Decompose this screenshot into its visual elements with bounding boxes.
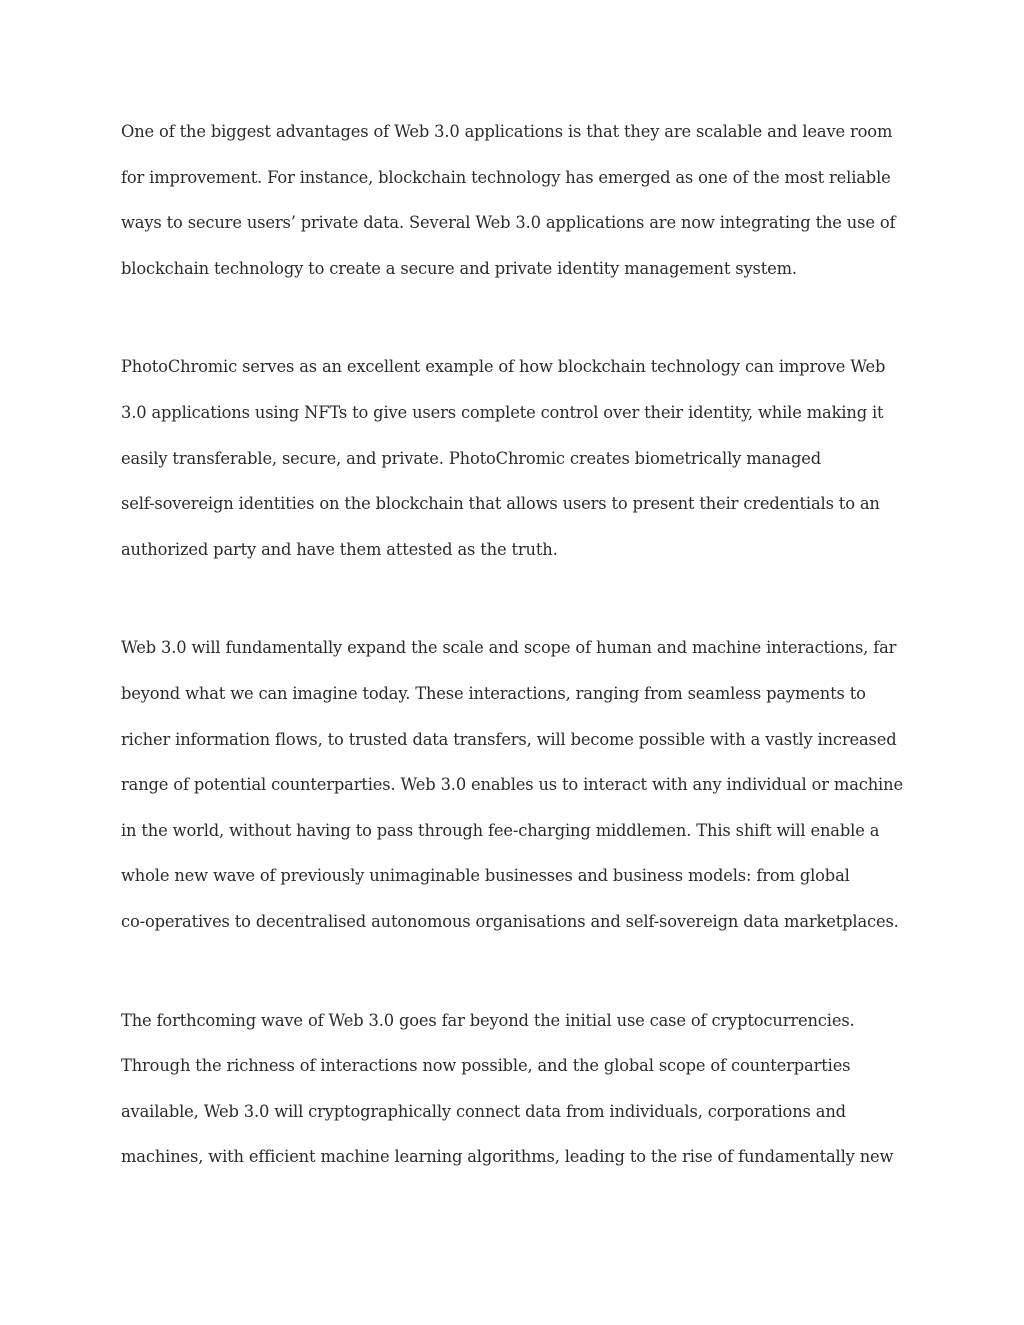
paragraph-web3-advantages bbox=[121, 112, 921, 294]
paragraph-line: co-operatives to decentralised autonomous organisations and self-sovereign data marketplaces. bbox=[121, 911, 899, 931]
paragraph-line: self-sovereign identities on the blockchain that allows users to present their credentials to an bbox=[121, 494, 880, 514]
paragraph-line: authorized party and have them attested as the truth. bbox=[121, 539, 558, 559]
paragraph-line: 3.0 applications using NFTs to give users complete control over their identity, while making it bbox=[121, 402, 884, 422]
paragraph-interactions bbox=[121, 628, 921, 947]
paragraph-spacer bbox=[121, 948, 921, 1001]
paragraph-line: available, Web 3.0 will cryptographically connect data from individuals, corporations and bbox=[121, 1101, 846, 1121]
paragraph-line: machines, with efficient machine learning algorithms, leading to the rise of fundamentally new bbox=[121, 1147, 894, 1167]
paragraph-line: ways to secure users’ private data. Several Web 3.0 applications are now integrating the use of bbox=[121, 213, 896, 233]
paragraph-line: in the world, without having to pass through fee-charging middlemen. This shift will enable a bbox=[121, 820, 880, 840]
paragraph-line: Through the richness of interactions now possible, and the global scope of counterparties bbox=[121, 1056, 851, 1076]
paragraph-photochromic bbox=[121, 347, 921, 575]
paragraph-line: blockchain technology to create a secure and private identity management system. bbox=[121, 258, 797, 278]
paragraph-line: easily transferable, secure, and private. PhotoChromic creates biometrically managed bbox=[121, 448, 821, 468]
paragraph-spacer bbox=[121, 294, 921, 347]
paragraph-line: richer information flows, to trusted data transfers, will become possible with a vastly increased bbox=[121, 729, 897, 749]
paragraph-spacer bbox=[121, 575, 921, 628]
paragraph-forthcoming-wave bbox=[121, 1001, 921, 1183]
document-body bbox=[121, 112, 921, 1183]
paragraph-line: for improvement. For instance, blockchain technology has emerged as one of the most reliable bbox=[121, 167, 891, 187]
paragraph-line: Web 3.0 will fundamentally expand the scale and scope of human and machine interactions, far bbox=[121, 638, 897, 658]
paragraph-line: The forthcoming wave of Web 3.0 goes far beyond the initial use case of cryptocurrencies. bbox=[121, 1010, 855, 1030]
paragraph-line: whole new wave of previously unimaginable businesses and business models: from global bbox=[121, 866, 850, 886]
paragraph-line: PhotoChromic serves as an excellent example of how blockchain technology can improve Web bbox=[121, 357, 886, 377]
paragraph-line: One of the biggest advantages of Web 3.0 applications is that they are scalable and leave room bbox=[121, 122, 893, 141]
paragraph-line: range of potential counterparties. Web 3.0 enables us to interact with any individual or machine bbox=[121, 775, 903, 795]
paragraph-line: beyond what we can imagine today. These interactions, ranging from seamless payments to bbox=[121, 683, 866, 703]
